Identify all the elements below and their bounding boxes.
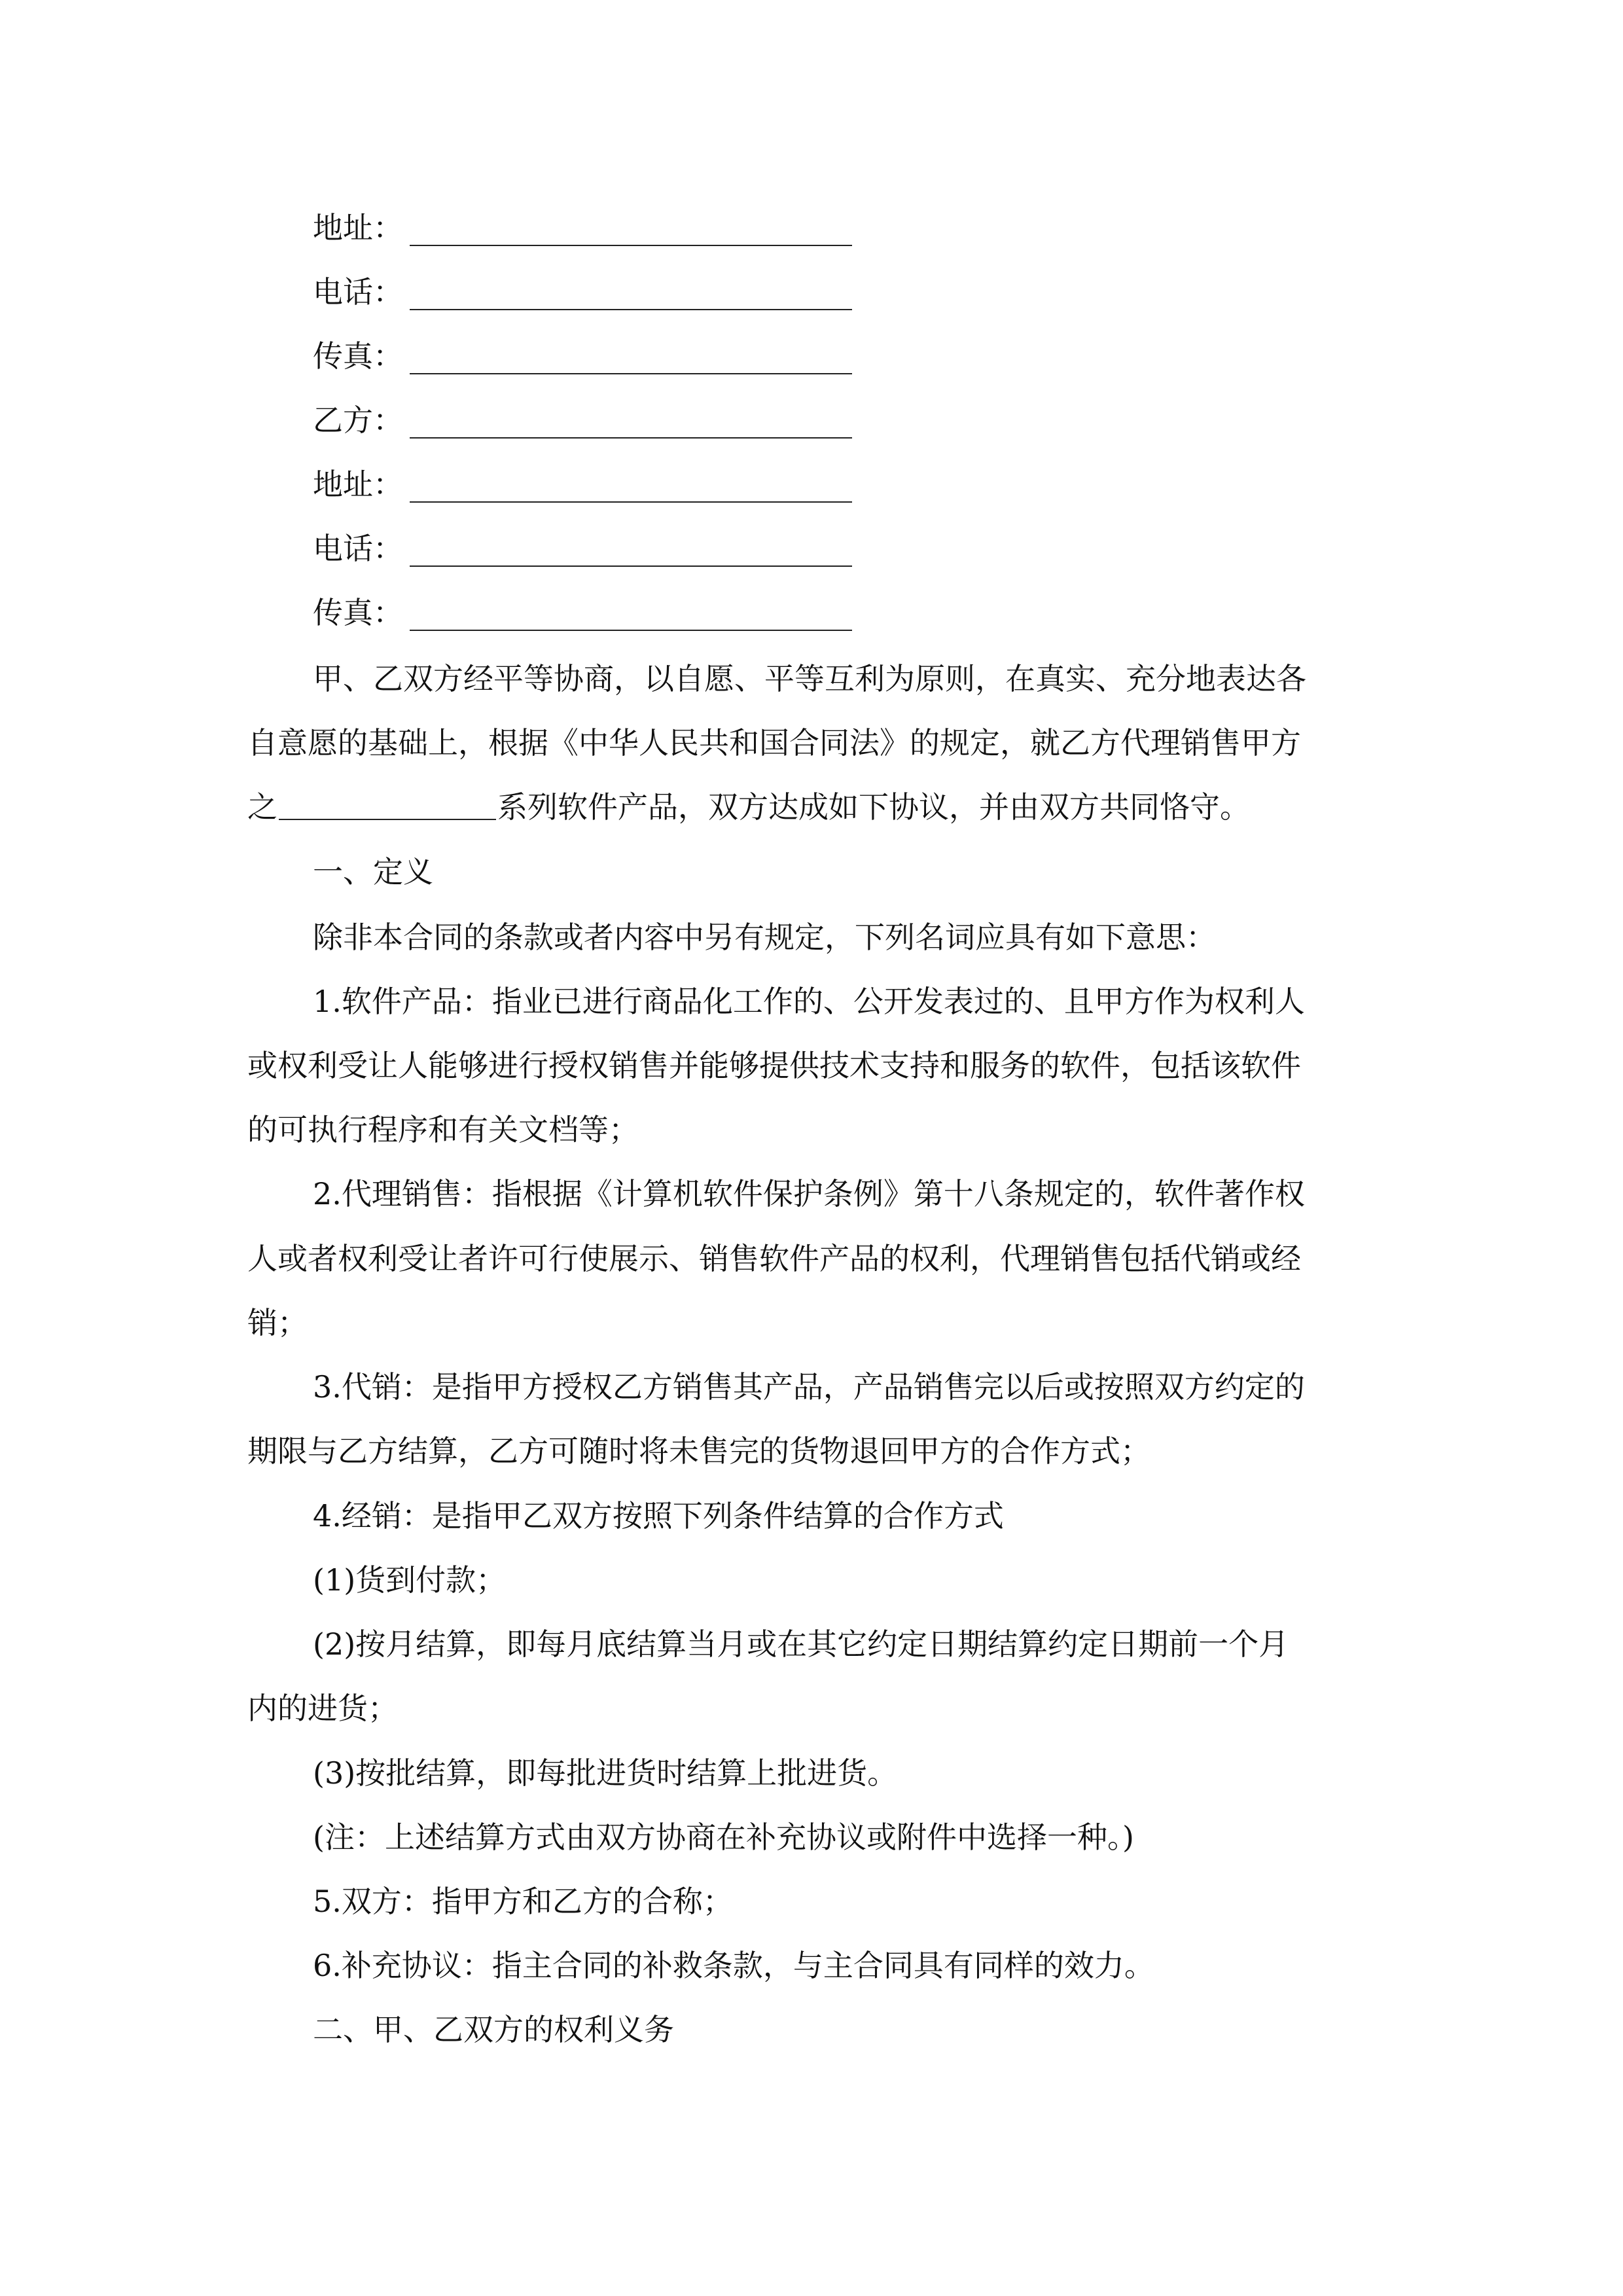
definition-6: 6.补充协议：指主合同的补救条款，与主合同具有同样的效力。 bbox=[313, 1948, 1154, 1983]
preamble-line-3-start: 之 bbox=[247, 789, 277, 825]
definition-1-line-1: 1.软件产品：指业已进行商品化工作的、公开发表过的、且甲方作为权利人 bbox=[313, 984, 1305, 1019]
field-blank-line[interactable] bbox=[410, 501, 852, 503]
field-blank-line[interactable] bbox=[410, 565, 852, 567]
field-label: 传真： bbox=[313, 338, 403, 374]
settlement-option-2-line-1: (2)按月结算，即每月底结算当月或在其它约定日期结算约定日期前一个月 bbox=[313, 1626, 1289, 1662]
field-label: 传真： bbox=[313, 595, 403, 630]
field-blank-line[interactable] bbox=[410, 373, 852, 374]
settlement-note: (注：上述结算方式由双方协商在补充协议或附件中选择一种。) bbox=[313, 1820, 1134, 1855]
preamble-line-3 bbox=[247, 787, 1250, 827]
settlement-option-3: (3)按批结算，即每批进货时结算上批进货。 bbox=[313, 1755, 898, 1791]
section-1-intro: 除非本合同的条款或者内容中另有规定，下列名词应具有如下意思： bbox=[313, 920, 1216, 955]
definition-3-line-1: 3.代销：是指甲方授权乙方销售其产品，产品销售完以后或按照双方约定的 bbox=[313, 1369, 1305, 1405]
field-label: 电话： bbox=[313, 531, 403, 566]
definition-1-line-3: 的可执行程序和有关文档等； bbox=[247, 1112, 639, 1147]
product-name-blank[interactable] bbox=[279, 787, 496, 820]
settlement-option-2-line-2: 内的进货； bbox=[247, 1691, 398, 1726]
section-2-heading: 二、甲、乙双方的权利义务 bbox=[313, 2012, 674, 2047]
field-label: 地址： bbox=[313, 467, 403, 502]
field-label: 地址： bbox=[313, 210, 403, 245]
field-label: 乙方： bbox=[313, 403, 403, 438]
definition-1-line-2: 或权利受让人能够进行授权销售并能够提供技术支持和服务的软件，包括该软件 bbox=[247, 1048, 1301, 1083]
definition-2-line-3: 销； bbox=[247, 1305, 308, 1340]
section-1-heading: 一、定义 bbox=[313, 854, 433, 889]
preamble-line-1: 甲、乙双方经平等协商，以自愿、平等互利为原则，在真实、充分地表达各 bbox=[313, 661, 1306, 696]
field-label: 电话： bbox=[313, 274, 403, 310]
field-blank-line[interactable] bbox=[410, 437, 852, 439]
definition-2-line-2: 人或者权利受让者许可行使展示、销售软件产品的权利，代理销售包括代销或经 bbox=[247, 1241, 1301, 1276]
definition-4: 4.经销：是指甲乙双方按照下列条件结算的合作方式 bbox=[313, 1498, 1004, 1534]
preamble-line-2: 自意愿的基础上，根据《中华人民共和国合同法》的规定，就乙方代理销售甲方 bbox=[247, 725, 1301, 761]
field-blank-line[interactable] bbox=[410, 630, 852, 631]
settlement-option-1: (1)货到付款； bbox=[313, 1562, 507, 1598]
definition-2-line-1: 2.代理销售：指根据《计算机软件保护条例》第十八条规定的，软件著作权 bbox=[313, 1176, 1305, 1211]
field-blank-line[interactable] bbox=[410, 245, 852, 246]
definition-3-line-2: 期限与乙方结算，乙方可随时将未售完的货物退回甲方的合作方式； bbox=[247, 1433, 1150, 1469]
preamble-line-3-end: 系列软件产品，双方达成如下协议，并由双方共同恪守。 bbox=[497, 789, 1250, 825]
field-blank-line[interactable] bbox=[410, 309, 852, 310]
definition-5: 5.双方：指甲方和乙方的合称； bbox=[313, 1884, 733, 1919]
